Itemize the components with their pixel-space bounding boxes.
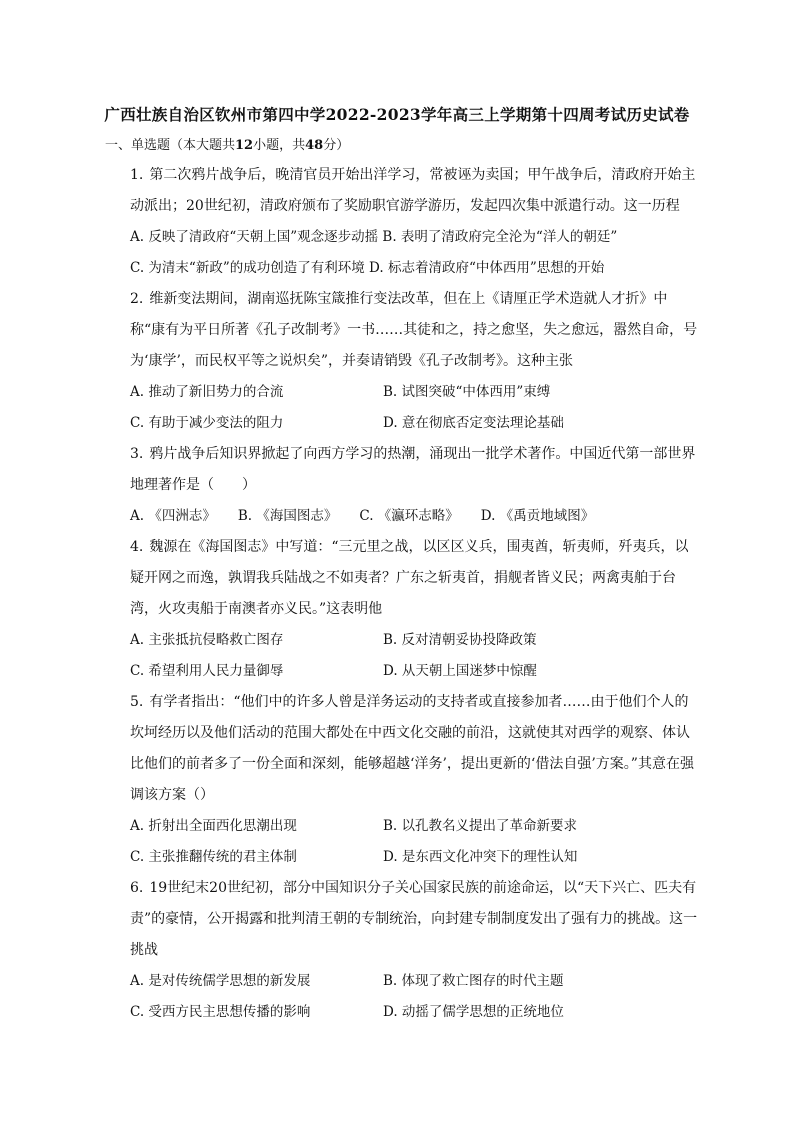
option-d[interactable]: D. 动摇了儒学思想的正统地位 (383, 1004, 564, 1020)
option-c[interactable]: C. 希望利用人民力量御辱 (130, 663, 284, 679)
question-stem: 有学者指出：“他们中的许多人曾是洋务运动的支持者或直接参加者……由于他们个人的坎坷经历以及他们活动的范围大都处在中西文化交融的前沿，这就使其对西学的观察、体认比他们的前者多了一份全面和深刻，能够超越‘洋务’，提出更新的‘借法自强’方案。”其意在强调该方案（） (130, 694, 694, 803)
question-stem: 鸦片战争后知识界掀起了向西方学习的热潮，涌现出一批学术著作。中国近代第一部世界地理著作是（ ） (130, 446, 696, 493)
question-list (130, 160, 700, 1028)
question-6 (130, 873, 700, 1028)
option-d[interactable]: D. 从天朝上国迷梦中惊醒 (383, 663, 537, 679)
question-number: 5. (130, 694, 144, 710)
option-d[interactable]: D. 是东西文化冲突下的理性认知 (383, 849, 578, 865)
question-number: 4. (130, 539, 144, 555)
option-b[interactable]: B. 以孔教名义提出了革命新要求 (383, 818, 578, 834)
options (130, 377, 700, 439)
option-b[interactable]: B. 体现了救亡图存的时代主题 (383, 973, 564, 989)
section-mid: 小题，共 (253, 138, 306, 153)
option-c[interactable]: C. 《瀛环志略》 (359, 508, 459, 524)
question-2 (130, 284, 700, 439)
question-1 (130, 160, 700, 284)
option-line[interactable]: C. 为清末“新政”的成功创造了有利环境 D. 标志着清政府“中体西用”思想的开始 (130, 260, 605, 276)
section-heading (105, 134, 349, 153)
option-line[interactable]: A. 反映了清政府“天朝上国”观念逐步动摇 B. 表明了清政府完全沦为“洋人的朝廷” (130, 229, 618, 245)
question-number: 1. (130, 167, 144, 183)
exam-title: 广西壮族自治区钦州市第四中学2022-2023学年高三上学期第十四周考试历史试卷 (104, 105, 690, 124)
option-c[interactable]: C. 主张推翻传统的君主体制 (130, 849, 297, 865)
option-a[interactable]: A. 折射出全面西化思潮出现 (130, 818, 297, 834)
question-3 (130, 439, 700, 532)
section-suffix: 分） (323, 138, 350, 153)
question-4 (130, 532, 700, 687)
option-a[interactable]: A. 是对传统儒学思想的新发展 (130, 973, 311, 989)
options (130, 966, 700, 1028)
option-b[interactable]: B. 反对清朝妥协投降政策 (383, 632, 537, 648)
options (130, 625, 700, 687)
section-count: 12 (235, 138, 254, 153)
section-prefix: 一、单选题（本大题共 (105, 138, 236, 153)
question-stem: 魏源在《海国图志》中写道：“三元里之战，以区区义兵，围夷酋，斩夷师，歼夷兵，以疑开网之而逸，孰谓我兵陆战之不如夷者？广东之斩夷首，捐舰者皆义民；两禽夷舶于台湾，火攻夷船于南澳者亦义民。”这表明他 (130, 539, 689, 617)
question-number: 3. (130, 446, 144, 462)
question-stem: 第二次鸦片战争后，晚清官员开始出洋学习，常被诬为卖国；甲午战争后，清政府开始主动派出；20世纪初，清政府颁布了奖励职官游学游历，发起四次集中派遣行动。这一历程 (130, 167, 696, 214)
question-number: 2. (130, 291, 144, 307)
option-a[interactable]: A. 推动了新旧势力的合流 (130, 384, 284, 400)
question-5 (130, 687, 700, 873)
option-b[interactable]: B. 《海国图志》 (237, 508, 338, 524)
question-number: 6. (130, 880, 144, 896)
question-stem: 维新变法期间，湖南巡抚陈宝箴推行变法改革，但在上《请厘正学术造就人才折》中称“康有为平日所著《孔子改制考》一书……其徒和之，持之愈坚，失之愈远，嚣然自命，号为‘康学’，而民权平等之说炽矣”，并奏请销毁《孔子改制考》。这种主张 (130, 291, 698, 369)
option-d[interactable]: D. 意在彻底否定变法理论基础 (383, 415, 564, 431)
option-b[interactable]: B. 试图突破“中体西用”束缚 (383, 384, 551, 400)
option-a[interactable]: A. 《四洲志》 (130, 508, 216, 524)
option-d[interactable]: D. 《禹贡地域图》 (480, 508, 595, 524)
options (130, 811, 700, 873)
question-stem: 19世纪末20世纪初，部分中国知识分子关心国家民族的前途命运，以“天下兴亡、匹夫有责”的豪情，公开揭露和批判清王朝的专制统治，向封建专制制度发出了强有力的挑战。这一挑战 (130, 880, 698, 958)
option-c[interactable]: C. 有助于减少变法的阻力 (130, 415, 284, 431)
section-score: 48 (305, 138, 324, 153)
option-c[interactable]: C. 受西方民主思想传播的影响 (130, 1004, 311, 1020)
options (130, 222, 700, 284)
options (130, 501, 700, 532)
option-a[interactable]: A. 主张抵抗侵略救亡图存 (130, 632, 284, 648)
